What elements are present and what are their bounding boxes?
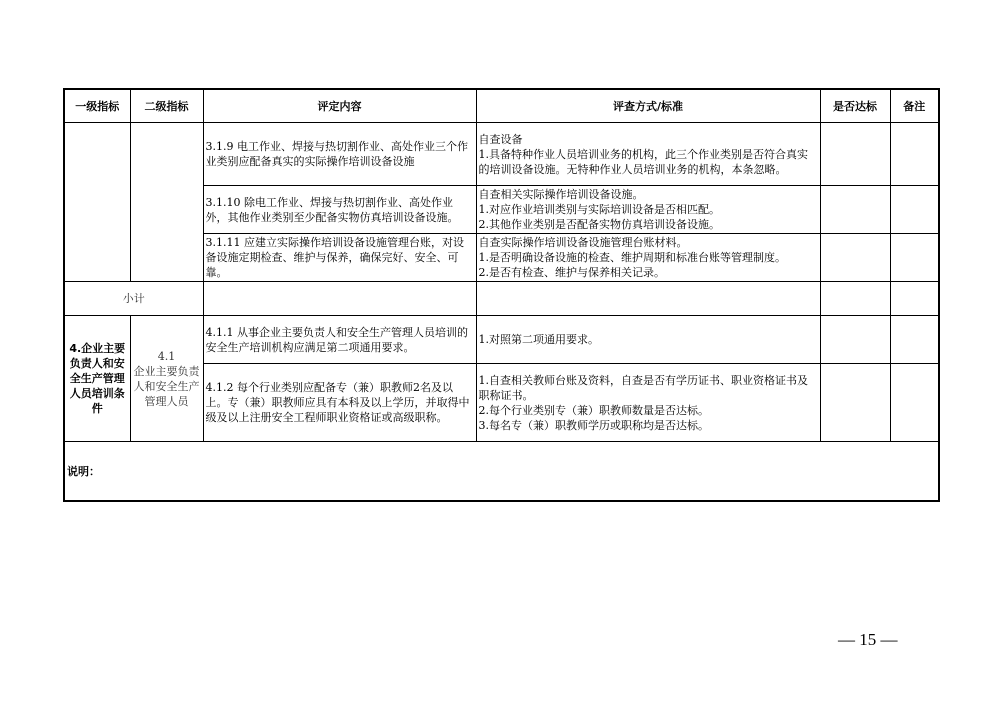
table-row [64,316,939,364]
header-row [64,89,939,123]
pass-cell[interactable] [820,186,890,234]
content-cell: 4.1.1 从事企业主要负责人和安全生产管理人员培训的安全生产培训机构应满足第二项通用要求。 [203,316,476,364]
subtotal-method [476,282,820,316]
header-method: 评查方式/标准 [476,89,820,123]
subtotal-content [203,282,476,316]
method-cell: 自查相关实际操作培训设备设施。 1.对应作业培训类别与实际培训设备是否相匹配。 2.其他作业类别是否配备实物仿真培训设备设施。 [476,186,820,234]
note-row [64,442,939,502]
header-note: 备注 [890,89,939,123]
pass-cell[interactable] [820,364,890,442]
header-level1: 一级指标 [64,89,130,123]
content-cell: 3.1.10 除电工作业、焊接与热切割作业、高处作业外，其他作业类别至少配备实物仿真培训设备设施。 [203,186,476,234]
note-cell[interactable] [890,234,939,282]
note-cell[interactable] [890,186,939,234]
header-content: 评定内容 [203,89,476,123]
evaluation-table [63,88,940,502]
level2-cell: 4.1 企业主要负责人和安全生产管理人员 [130,316,203,442]
subtotal-note[interactable] [890,282,939,316]
table-row [64,123,939,186]
subtotal-pass[interactable] [820,282,890,316]
pass-cell[interactable] [820,234,890,282]
content-cell: 4.1.2 每个行业类别应配备专（兼）职教师2名及以上。专（兼）职教师应具有本科及以上学历，并取得中级及以上注册安全工程师职业资格证或高级职称。 [203,364,476,442]
pass-cell[interactable] [820,123,890,186]
subtotal-label: 小计 [64,282,203,316]
note-label: 说明： [64,442,939,502]
subtotal-row [64,282,939,316]
method-cell: 1.自查相关教师台账及资料，自查是否有学历证书、职业资格证书及职称证书。 2.每个行业类别专（兼）职教师数量是否达标。 3.每名专（兼）职教师学历或职称均是否达标。 [476,364,820,442]
header-pass: 是否达标 [820,89,890,123]
method-cell: 1.对照第二项通用要求。 [476,316,820,364]
note-cell[interactable] [890,364,939,442]
header-level2: 二级指标 [130,89,203,123]
method-cell: 自查实际操作培训设备设施管理台账材料。 1.是否明确设备设施的检查、维护周期和标准台账等管理制度。 2.是否有检查、维护与保养相关记录。 [476,234,820,282]
note-cell[interactable] [890,123,939,186]
note-cell[interactable] [890,316,939,364]
level1-cell: 4.企业主要负责人和安全生产管理人员培训条件 [64,316,130,442]
page-number: — 15 — [838,630,898,649]
pass-cell[interactable] [820,316,890,364]
content-cell: 3.1.9 电工作业、焊接与热切割作业、高处作业三个作业类别应配备真实的实际操作培训设备设施 [203,123,476,186]
level1-cell [64,123,130,282]
method-cell: 自查设备 1.具备特种作业人员培训业务的机构，此三个作业类别是否符合真实的培训设备设施。无特种作业人员培训业务的机构，本条忽略。 [476,123,820,186]
content-cell: 3.1.11 应建立实际操作培训设备设施管理台账，对设备设施定期检查、维护与保养，确保完好、安全、可靠。 [203,234,476,282]
level2-cell [130,123,203,282]
